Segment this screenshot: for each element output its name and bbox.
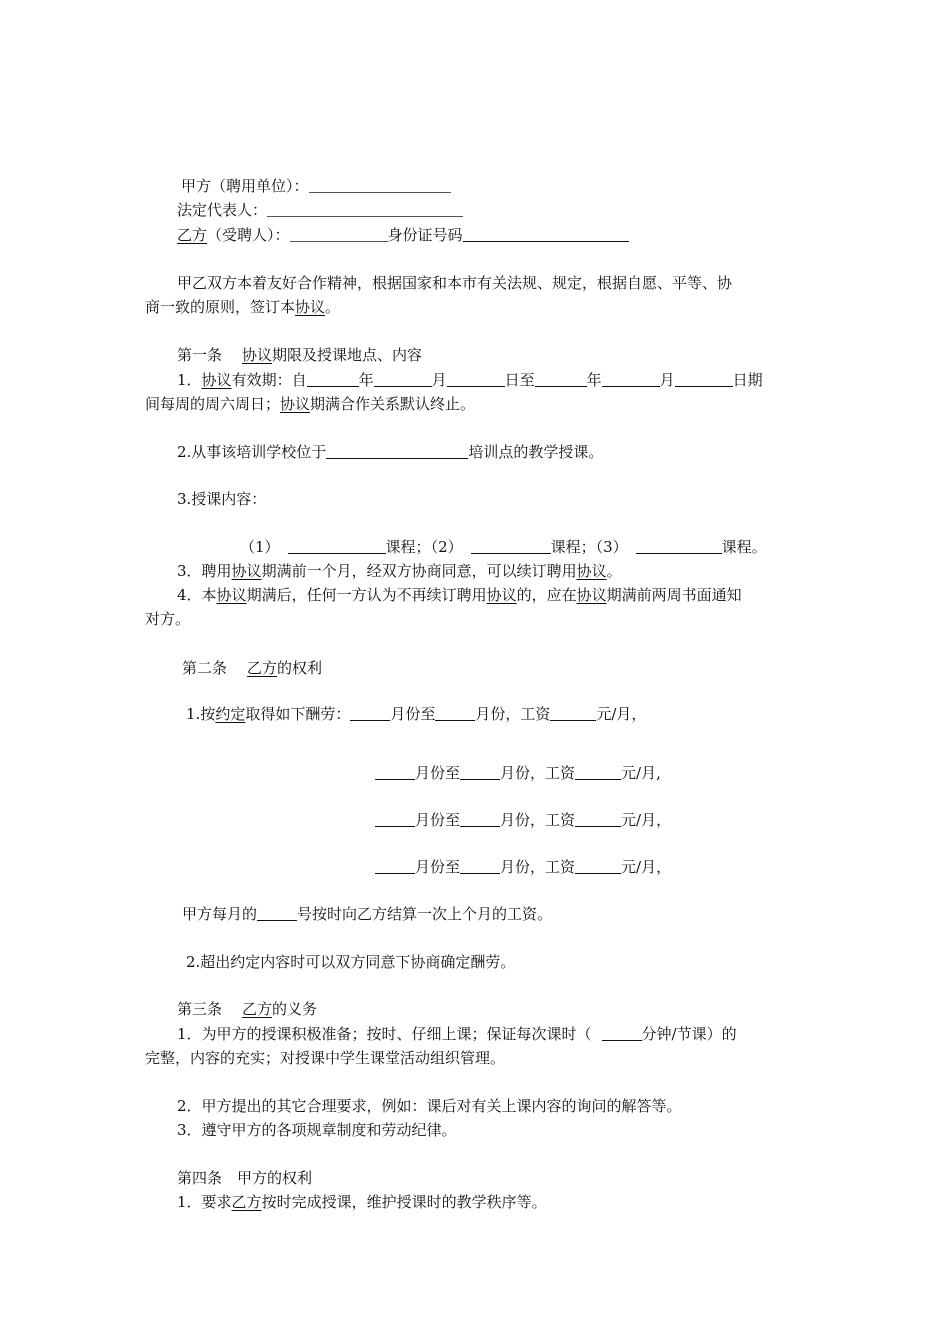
party-a-label: 甲方（聘用单位）：	[181, 177, 309, 195]
agreement-term: 协议	[486, 586, 517, 604]
pay-row-3	[375, 810, 671, 830]
course-2-blank[interactable]	[471, 537, 551, 554]
pay-label: 取得如下酬劳：	[245, 705, 351, 723]
day-label: 日期	[732, 371, 763, 389]
preamble-text: 商一致的原则，签订本	[145, 298, 296, 316]
pay-3-salary-blank[interactable]	[575, 810, 621, 827]
month-salary-label: 月份，工资	[500, 811, 576, 829]
article-1-heading: 期限及授课地点、内容	[272, 346, 423, 364]
pay-3-to-blank[interactable]	[460, 810, 500, 827]
pay-1-from-blank[interactable]	[350, 704, 390, 721]
pay-label: 1.按	[186, 705, 216, 723]
location-text: 培训点的教学授课。	[468, 443, 604, 461]
month-from-label: 月份至	[415, 858, 461, 876]
article-4-title: 第四条 甲方的权利	[177, 1169, 313, 1187]
article-1-number: 第一条	[177, 346, 223, 364]
end-month-blank[interactable]	[602, 370, 660, 387]
article-3-title	[177, 999, 317, 1019]
article-2-heading: 的权利	[277, 659, 323, 677]
renewal-end: 。	[606, 562, 622, 580]
course-2-number: （2）	[430, 538, 463, 556]
party-b-term: 乙方	[247, 659, 278, 677]
yuan-label: 元/月，	[621, 858, 672, 876]
preamble-line-1: 甲乙双方本着友好合作精神，根据国家和本市有关法规、规定，根据自愿、平等、协	[177, 274, 733, 292]
article-2-item-1	[186, 704, 646, 724]
course-label: 课程；	[550, 538, 596, 556]
duty-text: 1．为甲方的授课积极准备；按时、仔细上课；保证每次课时（	[177, 1025, 592, 1043]
article-4-item-1	[177, 1192, 547, 1212]
renewal-text: 3．聘用	[177, 562, 232, 580]
agreement-term: 协议	[295, 298, 326, 316]
payday-line	[182, 904, 552, 924]
agreement-term: 协议	[231, 562, 262, 580]
month-label: 月	[431, 371, 447, 389]
month-salary-label: 月份，工资	[475, 705, 551, 723]
agreement-term: 协议	[216, 586, 247, 604]
party-b-name: 乙方	[177, 226, 208, 244]
article-3-item-2: 2．甲方提出的其它合理要求，例如：课后对有关上课内容的询问的解答等。	[177, 1097, 682, 1115]
article-1-item-1	[177, 370, 763, 390]
agreement-term: 协议	[280, 395, 311, 413]
location-blank[interactable]	[326, 442, 468, 459]
party-b-line	[177, 225, 629, 245]
pay-4-salary-blank[interactable]	[575, 857, 621, 874]
month-from-label: 月份至	[415, 811, 461, 829]
month-from-label: 月份至	[415, 764, 461, 782]
legal-rep-line	[177, 200, 463, 220]
preamble-line-2	[145, 297, 340, 317]
agreement-term: 协议	[576, 562, 607, 580]
article-1-item-4	[177, 561, 622, 581]
article-3-item-1-cont: 完整，内容的充实；对授课中学生课堂活动组织管理。	[145, 1049, 506, 1067]
pay-2-to-blank[interactable]	[460, 763, 500, 780]
legal-rep-blank[interactable]	[267, 200, 463, 217]
preamble-end: 。	[325, 298, 341, 316]
course-3-number: （3）	[595, 538, 628, 556]
start-year-blank[interactable]	[307, 370, 359, 387]
termination-text: 期满合作关系默认终止。	[310, 395, 476, 413]
pay-1-salary-blank[interactable]	[550, 704, 596, 721]
notice-text: 4．本	[177, 586, 217, 604]
article-3-item-3: 3．遵守甲方的各项规章制度和劳动纪律。	[177, 1121, 457, 1139]
article-1-item-2	[177, 442, 603, 462]
year-label: 年	[358, 371, 374, 389]
article-2-number: 第二条	[182, 659, 228, 677]
id-blank[interactable]	[463, 225, 629, 242]
renewal-text: 期满前一个月，经双方协商同意，可以续订聘用	[261, 562, 577, 580]
notice-text: 期满后，任何一方认为不再续订聘用	[246, 586, 487, 604]
article-1-item-3: 3.授课内容：	[177, 490, 267, 508]
pay-row-2	[375, 763, 661, 783]
yuan-label: 元/月，	[621, 811, 672, 829]
end-year-blank[interactable]	[535, 370, 587, 387]
location-label: 2.从事该培训学校位于	[177, 443, 327, 461]
id-label: 身份证号码	[387, 226, 463, 244]
pay-3-from-blank[interactable]	[375, 810, 415, 827]
item-number: 1．	[177, 371, 202, 389]
right-text: 1．要求	[177, 1193, 232, 1211]
course-1-blank[interactable]	[288, 537, 386, 554]
pay-1-to-blank[interactable]	[435, 704, 475, 721]
yuan-label: 元/月，	[596, 705, 647, 723]
article-1-item-5-cont: 对方。	[145, 610, 191, 628]
article-3-heading: 的义务	[272, 1000, 318, 1018]
end-day-blank[interactable]	[675, 370, 733, 387]
article-2-title	[182, 658, 322, 678]
party-a-line	[181, 176, 451, 196]
course-line	[240, 537, 767, 557]
notice-text: 期满前两周书面通知	[606, 586, 742, 604]
agreement-term: 协议	[201, 371, 232, 389]
year-label: 年	[586, 371, 602, 389]
start-month-blank[interactable]	[374, 370, 432, 387]
article-1-item-1-cont	[145, 394, 475, 414]
payday-label: 甲方每月的	[182, 905, 258, 923]
start-day-blank[interactable]	[447, 370, 505, 387]
notice-text: 的，应在	[516, 586, 577, 604]
month-from-label: 月份至	[390, 705, 436, 723]
party-b-term: 乙方	[242, 1000, 273, 1018]
course-1-number: （1）	[240, 538, 280, 556]
course-3-blank[interactable]	[636, 537, 722, 554]
agreement-term: 协议	[242, 346, 273, 364]
right-text: 按时完成授课，维护授课时的教学秩序等。	[261, 1193, 547, 1211]
article-3-item-1	[177, 1024, 737, 1044]
month-salary-label: 月份，工资	[500, 764, 576, 782]
month-label: 月	[659, 371, 675, 389]
pay-row-4	[375, 857, 671, 877]
month-salary-label: 月份，工资	[500, 858, 576, 876]
payday-blank[interactable]	[257, 904, 297, 921]
agreement-term: 协议	[576, 586, 607, 604]
day-to-label: 日至	[504, 371, 535, 389]
pay-4-to-blank[interactable]	[460, 857, 500, 874]
pay-4-from-blank[interactable]	[375, 857, 415, 874]
agreed-term: 约定	[215, 705, 246, 723]
party-a-blank[interactable]	[309, 176, 451, 193]
duty-text: 分钟/节课）的	[641, 1025, 737, 1043]
course-label: 课程。	[721, 538, 767, 556]
legal-rep-label: 法定代表人：	[177, 201, 268, 219]
article-2-item-2: 2.超出约定内容时可以双方同意下协商确定酬劳。	[186, 953, 516, 971]
class-minutes-blank[interactable]	[602, 1024, 642, 1041]
payday-text: 号按时向乙方结算一次上个月的工资。	[297, 905, 553, 923]
pay-2-salary-blank[interactable]	[575, 763, 621, 780]
article-1-title	[177, 345, 422, 365]
party-b-blank[interactable]	[290, 225, 388, 242]
party-b-label: （受聘人）：	[207, 226, 290, 244]
article-3-number: 第三条	[177, 1000, 223, 1018]
validity-label: 有效期：自	[231, 371, 307, 389]
article-1-item-5	[177, 585, 742, 605]
course-label: 课程；	[385, 538, 431, 556]
yuan-label: 元/月,	[621, 764, 661, 782]
party-b-term: 乙方	[231, 1193, 262, 1211]
pay-2-from-blank[interactable]	[375, 763, 415, 780]
schedule-text: 间每周的周六周日；	[145, 395, 281, 413]
